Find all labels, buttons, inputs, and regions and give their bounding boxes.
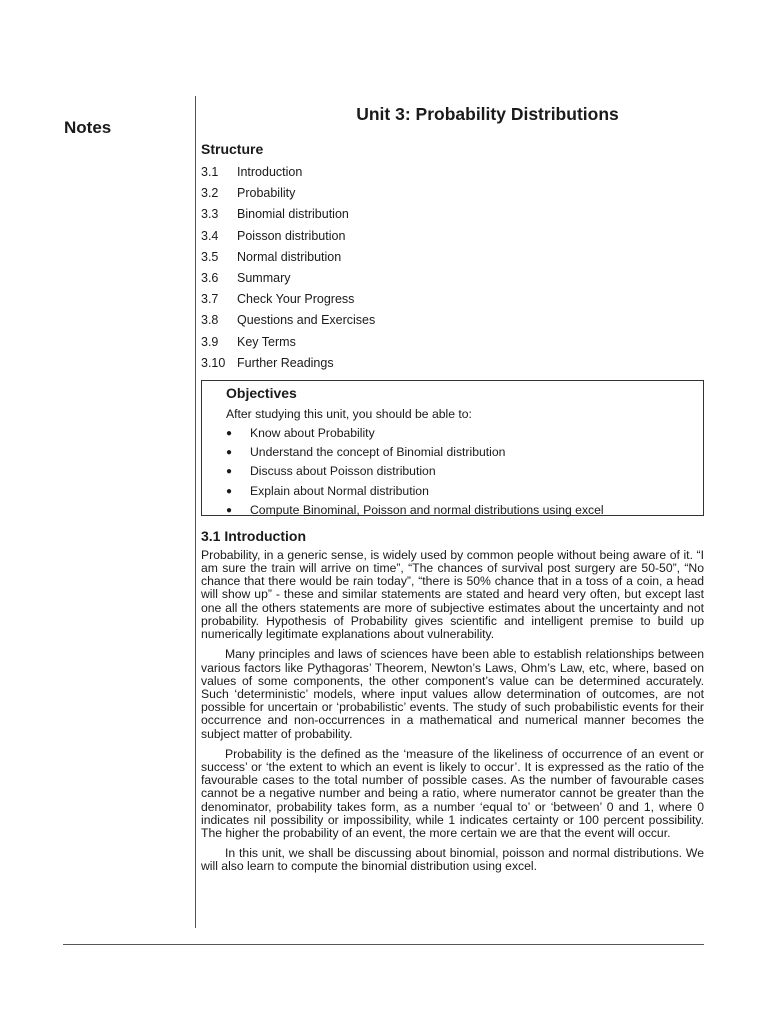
structure-item-label: Probability <box>237 186 296 201</box>
structure-item-number: 3.9 <box>201 334 219 349</box>
structure-item <box>201 247 704 268</box>
structure-heading: Structure <box>201 141 264 157</box>
structure-item-number: 3.8 <box>201 313 219 328</box>
structure-item-number: 3.1 <box>201 165 219 179</box>
objective-text: Understand the concept of Binomial distribution <box>250 445 506 460</box>
structure-item-number: 3.3 <box>201 207 219 222</box>
structure-item <box>201 268 704 289</box>
structure-item-label: Binomial distribution <box>237 207 349 222</box>
unit-title: Unit 3: Probability Distributions <box>356 104 619 124</box>
page-content <box>201 104 704 881</box>
structure-item-label: Key Terms <box>237 334 296 349</box>
structure-item-number: 3.7 <box>201 292 219 307</box>
notes-label: Notes <box>64 118 112 137</box>
objectives-intro: After studying this unit, you should be able to: <box>226 406 472 421</box>
bullet-icon: ● <box>226 505 233 517</box>
bullet-icon: ● <box>226 485 233 497</box>
structure-item-label: Normal distribution <box>237 249 342 264</box>
structure-item <box>201 183 704 204</box>
structure-item <box>201 310 704 331</box>
objectives-box <box>201 380 704 516</box>
objective-text: Know about Probability <box>250 425 375 440</box>
structure-item <box>201 204 704 225</box>
structure-list <box>201 162 704 374</box>
objectives-list <box>226 424 703 520</box>
objective-item <box>226 501 703 520</box>
body-paragraph: Probability, in a generic sense, is widely used by common people without being aware of it. “I am sure the train will arrive on time”, “The chances of survival post surgery are 50-50”, “No chance that there would be rain today”, “there is 50% chance that in a toss of a coin, a head will show up” - these and similar statements are stated and heard very often, but except last one all the others statements are more of subjective estimates about the uncertainty and not probability. Hypothesis of Probability gives scientific and intelligent premise to build up numerically legitimate explanations about vulnerability. <box>201 547 704 642</box>
objective-text: Discuss about Poisson distribution <box>250 464 436 479</box>
structure-item-label: Introduction <box>237 165 303 179</box>
objective-item <box>226 482 703 501</box>
structure-item <box>201 353 704 374</box>
body-paragraph: Many principles and laws of sciences have been able to establish relationships between various factors like Pythagoras’ Theorem, Newton’s Laws, Ohm’s Law, etc, where, based on values of some components, the other component’s value can be determined accurately. Such ‘deterministic’ models, where input values allow determination of outcomes, are not possible for uncertain or ‘probabilistic’ events. The study of such probabilistic events for their occurrence and non-occurrences in a mathematical and numerical manner becomes the subject matter of probability. <box>201 647 704 741</box>
objective-item <box>226 443 703 462</box>
structure-item <box>201 332 704 353</box>
margin-divider <box>195 96 196 928</box>
structure-item-label: Questions and Exercises <box>237 313 376 328</box>
structure-item-label: Summary <box>237 270 291 285</box>
objective-item <box>226 462 703 481</box>
structure-item-label: Further Readings <box>237 355 334 370</box>
objective-text: Explain about Normal distribution <box>250 483 429 498</box>
objective-item <box>226 424 703 443</box>
bullet-icon: ● <box>226 427 233 439</box>
structure-item-number: 3.2 <box>201 186 219 201</box>
bullet-icon: ● <box>226 447 233 459</box>
structure-item-label: Poisson distribution <box>237 228 346 243</box>
structure-item <box>201 226 704 247</box>
footer-rule <box>63 944 704 945</box>
structure-item-number: 3.6 <box>201 270 219 285</box>
structure-item-number: 3.5 <box>201 249 219 264</box>
section-heading-introduction: 3.1 Introduction <box>201 527 306 544</box>
structure-item <box>201 289 704 310</box>
bullet-icon: ● <box>226 466 233 478</box>
objectives-heading: Objectives <box>226 384 297 401</box>
structure-item <box>201 162 704 183</box>
structure-item-number: 3.10 <box>201 355 226 370</box>
body-paragraph: Probability is the defined as the ‘measure of the likeliness of occurrence of an event or success’ or ‘the extent to which an event is likely to occur’. It is expressed as the ratio of the favourable cases to the total number of possible cases. As the number of favourable cases cannot be a negative number and being a ratio, where numerator cannot be greater than the denominator, probability takes form, as a number ‘equal to’ or ‘between’ 0 and 1, where 0 indicates nil possibility or impossibility, while 1 indicates certainty or 100 percent possibility. The higher the probability of an event, the more certain we are that the event will occur. <box>201 746 704 840</box>
objective-text: Compute Binominal, Poisson and normal distributions using excel <box>250 503 604 518</box>
body-paragraph: In this unit, we shall be discussing about binomial, poisson and normal distributions. We will also learn to compute the binomial distribution using excel. <box>201 846 704 874</box>
structure-item-number: 3.4 <box>201 228 219 243</box>
structure-item-label: Check Your Progress <box>237 292 355 307</box>
